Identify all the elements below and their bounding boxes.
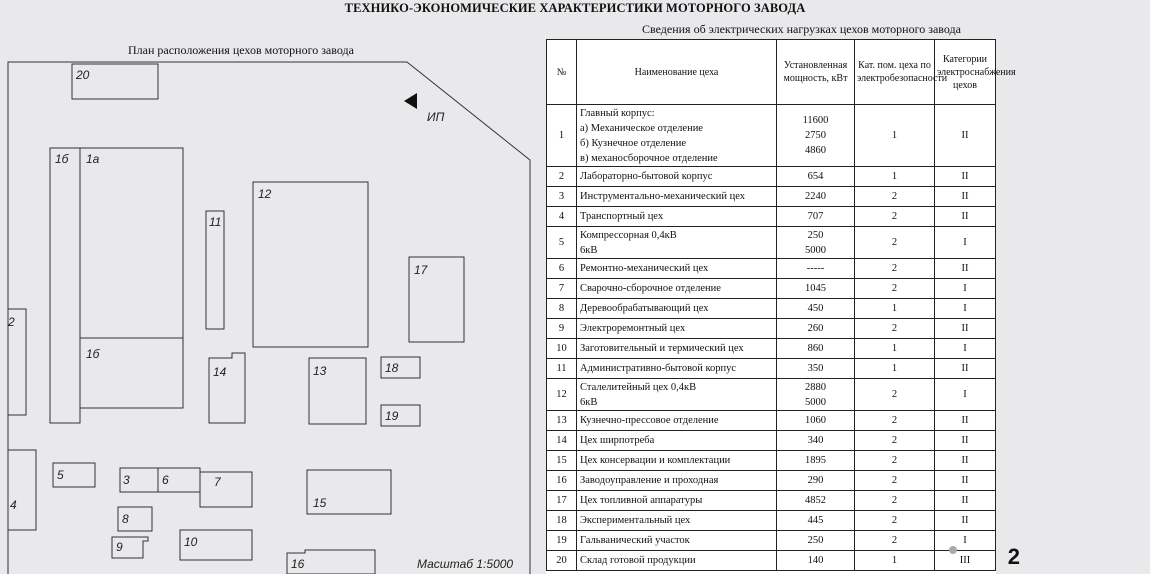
cell-name [577, 339, 777, 359]
cell-name [577, 105, 777, 167]
power-source-label: ИП [427, 110, 445, 124]
cell-name [577, 431, 777, 451]
label-building-16: 16 [291, 557, 305, 571]
cell-fire-category: 2 [855, 511, 935, 531]
cell-fire-category: 1 [855, 167, 935, 187]
cell-fire-category: 2 [855, 431, 935, 451]
cell-power [777, 105, 855, 167]
cell-num: 1 [547, 105, 577, 167]
cell-name [577, 259, 777, 279]
label-building-14: 14 [213, 365, 227, 379]
header-fire-category: Кат. пом. цеха по электробезопасности [855, 40, 935, 105]
cell-name-line: Экспериментальный цех [580, 514, 691, 526]
building-7 [200, 468, 252, 507]
cell-supply-category: II [935, 431, 996, 451]
cell-name-line: 6кВ [580, 396, 598, 408]
cell-fire-category: 2 [855, 531, 935, 551]
cell-num: 18 [547, 511, 577, 531]
table-row [547, 339, 996, 359]
cell-power-line: 290 [807, 474, 824, 486]
cell-name-line: 6кВ [580, 244, 598, 256]
cell-supply-category: III [935, 551, 996, 571]
label-building-17: 17 [414, 263, 428, 277]
cell-name-line: Сварочно-сборочное отделение [580, 282, 721, 294]
cell-fire-category: 1 [855, 105, 935, 167]
cell-num: 19 [547, 531, 577, 551]
table-row [547, 299, 996, 319]
cell-power-line: 250 [807, 534, 824, 546]
cell-power [777, 471, 855, 491]
cell-supply-category: II [935, 471, 996, 491]
cell-power-line: 1895 [805, 454, 826, 466]
cell-name-line: Цех топливной аппаратуры [580, 494, 703, 506]
cell-fire-category: 2 [855, 207, 935, 227]
cell-name-line: Сталелитейный цех 0,4кВ [580, 381, 697, 393]
label-building-1b-narrow: 1б [55, 152, 69, 166]
cell-supply-category: II [935, 259, 996, 279]
cell-name-line: Транспортный цех [580, 210, 664, 222]
label-building-7: 7 [214, 475, 221, 489]
table-body [547, 105, 996, 571]
cell-power [777, 451, 855, 471]
cell-power [777, 207, 855, 227]
cell-power [777, 551, 855, 571]
label-building-19: 19 [385, 409, 399, 423]
cell-supply-category: I [935, 299, 996, 319]
label-building-9: 9 [116, 540, 123, 554]
building-4 [8, 450, 36, 530]
cell-num: 10 [547, 339, 577, 359]
cell-fire-category: 2 [855, 187, 935, 207]
cell-power [777, 511, 855, 531]
cell-name-line: Цех ширпотреба [580, 434, 655, 446]
cell-power-line: 140 [807, 554, 824, 566]
cell-power [777, 411, 855, 431]
cell-fire-category: 1 [855, 339, 935, 359]
table-row [547, 259, 996, 279]
table-caption: Сведения об электрических нагрузках цехов моторного завода [642, 22, 961, 36]
cell-supply-category: II [935, 187, 996, 207]
cell-name [577, 451, 777, 471]
cell-name [577, 471, 777, 491]
cell-num: 15 [547, 451, 577, 471]
label-building-15: 15 [313, 496, 327, 510]
cell-fire-category: 2 [855, 491, 935, 511]
table-row [547, 105, 996, 167]
cell-name-line: Инструментально-механический цех [580, 190, 745, 202]
cell-num: 16 [547, 471, 577, 491]
header-name: Наименование цеха [577, 40, 777, 105]
cell-fire-category: 2 [855, 227, 935, 259]
cell-power-line: 4852 [805, 494, 826, 506]
table-row [547, 319, 996, 339]
cell-supply-category: II [935, 319, 996, 339]
label-building-13: 13 [313, 364, 327, 378]
cell-power-line: ----- [806, 262, 825, 274]
cell-name-line: Главный корпус: [580, 107, 655, 119]
cell-power-line: 5000 [805, 244, 826, 256]
label-building-11: 11 [209, 215, 222, 229]
cell-num: 20 [547, 551, 577, 571]
cell-name-line: Гальванический участок [580, 534, 690, 546]
cell-supply-category: I [935, 339, 996, 359]
cell-power [777, 531, 855, 551]
label-building-3: 3 [123, 473, 130, 487]
cell-num: 11 [547, 359, 577, 379]
cell-supply-category: I [935, 531, 996, 551]
table-row [547, 279, 996, 299]
cell-power-line: 350 [807, 362, 824, 374]
cell-power-line: 340 [807, 434, 824, 446]
cell-num: 7 [547, 279, 577, 299]
cell-supply-category: II [935, 359, 996, 379]
page-number: 2 [1007, 544, 1020, 569]
cell-supply-category: II [935, 491, 996, 511]
cell-name-line: Деревообрабатывающий цех [580, 302, 709, 314]
cell-name-line: б) Кузнечное отделение [580, 137, 687, 149]
cell-num: 12 [547, 379, 577, 411]
label-building-1a: 1а [86, 152, 100, 166]
cell-supply-category: II [935, 167, 996, 187]
cell-num: 9 [547, 319, 577, 339]
cell-fire-category: 1 [855, 299, 935, 319]
cell-power [777, 359, 855, 379]
cell-supply-category: II [935, 511, 996, 531]
cell-power [777, 339, 855, 359]
cell-power-line: 2240 [805, 190, 826, 202]
table-row [547, 379, 996, 411]
cell-supply-category: I [935, 379, 996, 411]
table-row [547, 531, 996, 551]
cell-name [577, 379, 777, 411]
slide-title: ТЕХНИКО-ЭКОНОМИЧЕСКИЕ ХАРАКТЕРИСТИКИ МОТОРНОГО ЗАВОДА [344, 1, 806, 15]
label-building-18: 18 [385, 361, 399, 375]
cell-name [577, 167, 777, 187]
cell-num: 4 [547, 207, 577, 227]
cell-name [577, 187, 777, 207]
cell-fire-category: 2 [855, 279, 935, 299]
cell-num: 8 [547, 299, 577, 319]
cell-supply-category: II [935, 105, 996, 167]
cell-num: 3 [547, 187, 577, 207]
cell-power [777, 167, 855, 187]
power-source-icon [404, 93, 417, 109]
cell-power-line: 260 [807, 322, 824, 334]
table-row [547, 451, 996, 471]
cell-power [777, 187, 855, 207]
site-boundary [8, 62, 530, 574]
cell-name-line: Ремонтно-механический цех [580, 262, 709, 274]
cell-supply-category: II [935, 411, 996, 431]
cell-power [777, 431, 855, 451]
cell-power [777, 319, 855, 339]
table-row [547, 359, 996, 379]
cell-power [777, 379, 855, 411]
cell-name-line: Склад готовой продукции [580, 554, 696, 566]
cell-name-line: а) Механическое отделение [580, 122, 703, 134]
cell-name [577, 551, 777, 571]
cell-name [577, 411, 777, 431]
cell-power-line: 445 [807, 514, 824, 526]
table-row [547, 411, 996, 431]
table-row [547, 551, 996, 571]
cell-fire-category: 2 [855, 471, 935, 491]
cell-num: 6 [547, 259, 577, 279]
cell-num: 13 [547, 411, 577, 431]
scale-label: Масштаб 1:5000 [417, 557, 514, 571]
cell-power-line: 1045 [805, 282, 826, 294]
cell-power [777, 491, 855, 511]
cell-name [577, 279, 777, 299]
cell-supply-category: II [935, 451, 996, 471]
cell-name-line: Заготовительный и термический цех [580, 342, 744, 354]
table-row [547, 227, 996, 259]
label-building-12: 12 [258, 187, 272, 201]
pointer-dot [949, 546, 957, 554]
cell-power-line: 2750 [805, 130, 826, 141]
cell-power-line: 5000 [805, 396, 826, 408]
cell-name-line: в) механосборочное отделение [580, 152, 718, 164]
cell-name-line: Цех консервации и комплектации [580, 454, 731, 466]
cell-power-line: 1060 [805, 414, 826, 426]
cell-power-line: 11600 [802, 115, 829, 126]
factory-plan [0, 56, 545, 574]
cell-name-line: Заводоуправление и проходная [580, 474, 719, 486]
factory-plan-drawing [0, 56, 545, 574]
cell-name [577, 359, 777, 379]
header-supply-category: Категории электроснабжения цехов [935, 40, 996, 105]
building-1b-narrow [50, 148, 80, 423]
cell-power [777, 259, 855, 279]
table-row [547, 491, 996, 511]
cell-name [577, 319, 777, 339]
cell-fire-category: 2 [855, 411, 935, 431]
building-12 [253, 182, 368, 347]
table-row [547, 207, 996, 227]
label-building-2: 2 [8, 315, 15, 329]
cell-power-line: 707 [807, 210, 824, 222]
cell-name [577, 299, 777, 319]
cell-name [577, 207, 777, 227]
cell-power-line: 450 [807, 302, 824, 314]
cell-name [577, 511, 777, 531]
header-num: № [547, 40, 577, 105]
label-building-20: 20 [76, 68, 90, 82]
cell-name-line: Электроремонтный цех [580, 322, 686, 334]
label-building-10: 10 [184, 535, 198, 549]
table-row [547, 471, 996, 491]
cell-num: 14 [547, 431, 577, 451]
cell-name [577, 227, 777, 259]
label-building-6: 6 [162, 473, 169, 487]
cell-name-line: Лабораторно-бытовой корпус [580, 170, 713, 182]
plan-title: План расположения цехов моторного завода [128, 43, 354, 57]
cell-supply-category: I [935, 279, 996, 299]
cell-name [577, 531, 777, 551]
label-building-5: 5 [57, 468, 64, 482]
header-power: Установленная мощность, кВт [777, 40, 855, 105]
loads-table [546, 39, 1016, 571]
table-row [547, 187, 996, 207]
cell-fire-category: 2 [855, 319, 935, 339]
cell-num: 5 [547, 227, 577, 259]
loads-table-container [546, 39, 1016, 574]
cell-power [777, 279, 855, 299]
label-building-4: 4 [10, 498, 17, 512]
cell-power [777, 299, 855, 319]
cell-fire-category: 1 [855, 359, 935, 379]
cell-power [777, 227, 855, 259]
cell-power-line: 2880 [805, 381, 826, 393]
cell-name-line: Компрессорная 0,4кВ [580, 229, 677, 241]
cell-num: 2 [547, 167, 577, 187]
cell-fire-category: 2 [855, 379, 935, 411]
label-building-1b: 1б [86, 347, 100, 361]
table-row [547, 431, 996, 451]
table-row [547, 167, 996, 187]
table-row [547, 511, 996, 531]
cell-name-line: Административно-бытовой корпус [580, 362, 737, 374]
building-1a [80, 148, 183, 338]
cell-power-line: 860 [807, 342, 824, 354]
cell-power-line: 654 [807, 170, 824, 182]
cell-fire-category: 2 [855, 451, 935, 471]
table-header-row [547, 40, 996, 105]
cell-name-line: Кузнечно-прессовое отделение [580, 414, 719, 426]
cell-fire-category: 1 [855, 551, 935, 571]
cell-power-line: 250 [807, 229, 824, 241]
building-14 [209, 353, 245, 423]
cell-supply-category: I [935, 227, 996, 259]
cell-fire-category: 2 [855, 259, 935, 279]
cell-name [577, 491, 777, 511]
label-building-8: 8 [122, 512, 129, 526]
cell-power-line: 4860 [805, 145, 826, 156]
cell-num: 17 [547, 491, 577, 511]
cell-supply-category: II [935, 207, 996, 227]
